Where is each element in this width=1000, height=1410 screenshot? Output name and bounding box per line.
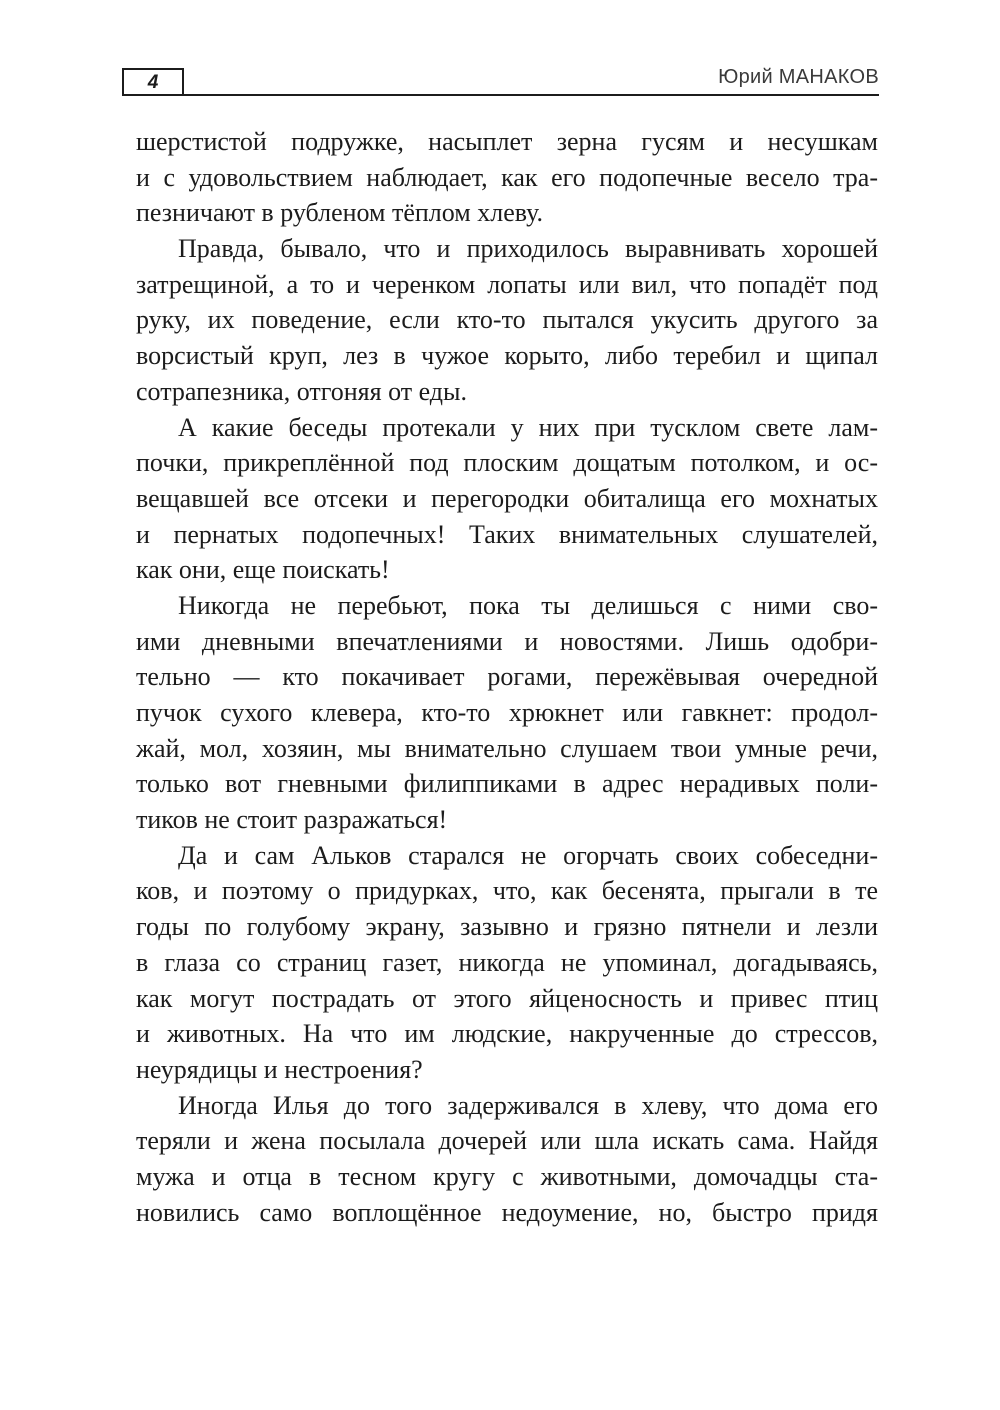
text-line: новились само воплощённое недоумение, но, быстро придя [136,1197,878,1227]
text-line: затрещиной, а то и черенком лопаты или вил, что попадёт под [136,269,878,299]
text-line: и пернатых подопечных! Таких внимательных слушателей, [136,519,878,549]
text-line: ворсистый круп, лез в чужое корыто, либо теребил и щипал [136,341,878,371]
text-line: пезничают в рубленом тёплом хлеву. [136,198,544,228]
text-line: как могут пострадать от этого яйценосность и привес птиц [136,983,878,1013]
text-line: мужа и отца в тесном кругу с животными, домочадцы ста- [136,1161,878,1191]
text-line: ими дневными впечатлениями и новостями. Лишь одобри- [136,626,878,656]
text-line: почки, прикреплённой под плоским дощатым потолком, и ос- [136,448,878,478]
text-line: вещавшей все отсеки и перегородки обиталища его мохнатых [136,483,878,513]
body-text [136,124,878,1230]
text-line: А какие беседы протекали у них при тусклом свете лам- [178,412,878,442]
text-line: и животных. На что им людские, накрученные до стрессов, [136,1019,878,1049]
text-line: Правда, бывало, что и приходилось выравнивать хорошей [178,234,878,264]
text-line: Иногда Илья до того задерживался в хлеву, что дома его [178,1090,878,1120]
text-line: как они, еще поискать! [136,555,390,585]
text-line: шерстистой подружке, насыплет зерна гусям и несушкам [136,127,878,156]
text-line: пучок сухого клевера, кто-то хрюкнет или гавкнет: продол- [136,698,878,727]
text-line: руку, их поведение, если кто-то пытался укусить другого за [136,305,878,335]
text-line: Да и сам Альков старался не огорчать своих собеседни- [178,840,878,870]
text-line: сотрапезника, отгоняя от еды. [136,376,468,406]
text-line: ков, и поэтому о придурках, что, как бесенята, прыгали в те [136,876,878,906]
text-line: и с удовольствием наблюдает, как его подопечные весело тра- [136,162,878,192]
text-line: Никогда не перебьют, пока ты делишься с ними сво- [178,590,878,620]
running-head-author: Юрий МАНАКОВ [718,66,879,88]
page-number: 4 [122,68,184,95]
text-line: тиков не стоит разражаться! [136,805,448,835]
text-line: неурядицы и нестроения? [136,1054,423,1084]
header-rule [122,94,879,96]
text-line: годы по голубому экрану, зазывно и грязно пятнели и лезли [136,912,878,942]
running-header [122,64,879,96]
text-line: в глаза со страниц газет, никогда не упоминал, догадываясь, [136,947,878,977]
text-line: тельно — кто покачивает рогами, пережёвывая очередной [136,662,878,692]
text-line: только вот гневными филиппиками в адрес нерадивых поли- [136,769,878,799]
text-line: жай, мол, хозяин, мы внимательно слушаем твои умные речи, [136,733,878,763]
text-line: теряли и жена посылала дочерей или шла искать сама. Найдя [136,1126,878,1156]
